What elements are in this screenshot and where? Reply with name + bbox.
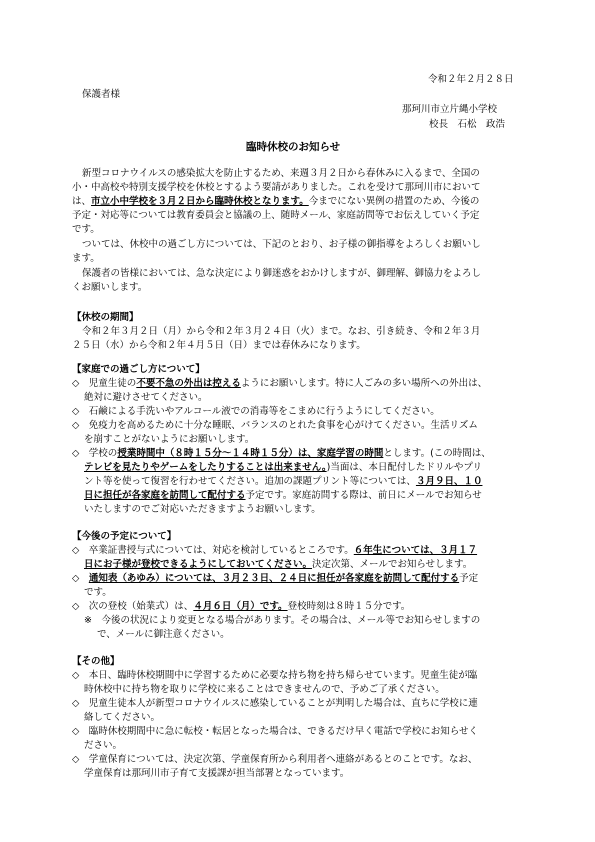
note-line: で、メールに御注意ください。 — [97, 629, 230, 640]
list-item-cont: 絡してください。 — [84, 712, 161, 723]
list-item: ◇ 通知表（あゆみ）については、３月２３日、２４日に担任が各家庭を訪問して配付する予定 — [72, 573, 479, 584]
list-item-cont: 時休校中に持ち物を取りに学校に来ることはできませんので、予めご了承ください。 — [84, 684, 445, 695]
list-item-cont: 学童保育は那珂川市子育て支援課が担当部署となっています。 — [84, 768, 350, 779]
intro-line: です。 — [72, 224, 100, 235]
intro-line: は、市立小中学校を３月２日から臨時休校となります。今までにない異例の措置のため、今後の — [72, 196, 480, 207]
period-line: ２５日（水）から令和２年４月５日（日）までは春休みになります。 — [72, 340, 366, 351]
intro-line: 新型コロナウイルスの感染拡大を防止するため、来週３月２日から春休みに入るまで、全国の — [82, 168, 480, 179]
intro-line: くお願いします。 — [72, 282, 148, 293]
list-item: ◇ 臨時休校期間中に急に転校・転居となった場合は、できるだけ早く電話で学校にお知らせく — [72, 726, 479, 737]
period-line: 令和２年３月２日（月）から令和２年３月２４日（火）まで。なお、引き続き、令和２年３月 — [82, 326, 481, 337]
section-heading-home: 【家庭での過ごし方について】 — [72, 364, 205, 375]
list-item-cont: 日にお子様が登校できるようにしておいてください。決定次第、メールでお知らせします。 — [84, 559, 473, 570]
list-item: ◇ 石鹸による手洗いやアルコール液での消毒等をこまめに行うようにしてください。 — [72, 406, 440, 417]
section-heading-plans: 【今後の予定について】 — [72, 531, 177, 542]
intro-line: 保護者の皆様においては、急な決定により御迷惑をおかけしますが、御理解、御協力をよろし — [82, 268, 482, 279]
issue-date: 令和２年２月２８日 — [428, 74, 514, 85]
list-item: ◇ 本日、臨時休校期間中に学習するために必要な持ち物を持ち帰らせています。児童生徒が臨 — [72, 670, 478, 681]
page-title: 臨時休校のお知らせ — [246, 141, 341, 153]
note-line: ※ 今後の状況により変更となる場合があります。その場合は、メール等でお知らせしますの — [84, 615, 481, 626]
addressee: 保護者様 — [82, 89, 121, 100]
list-item: ◇ 次の登校（始業式）は、４月６日（月）です。登校時刻は８時１５分です。 — [72, 601, 411, 612]
intro-line: ます。 — [72, 253, 100, 264]
intro-line: 予定・対応等については教育委員会と協議の上、随時メール、家庭訪問等でお伝えしていく予定 — [72, 210, 480, 221]
list-item: ◇ 児童生徒の不要不急の外出は控えるようにお願いします。特に人ごみの多い場所への外出は、 — [72, 378, 488, 389]
principal-name: 校長 石松 政浩 — [429, 119, 506, 130]
list-item-cont: テレビを見たりやゲームをしたりすることは出来ません。)当面は、本日配付したドリルやプリ — [84, 462, 482, 473]
section-heading-period: 【休校の期間】 — [72, 312, 139, 323]
list-item: ◇ 卒業証書授与式については、対応を検討しているところです。６年生については、３月１７ — [72, 545, 478, 556]
list-item: ◇ 免疫力を高めるために十分な睡眠、バランスのとれた食事を心がけてください。生活リズム — [72, 420, 478, 431]
intro-line: ついては、休校中の過ごし方については、下記のとおり、お子様の御指導をよろしくお願いし — [82, 239, 481, 250]
list-item-cont: いたしますのでご対応いただきますようお願いします。 — [84, 504, 321, 515]
list-item: ◇ 学童保育については、決定次第、学童保育所から利用者へ連絡があるとのことです。なお、 — [72, 754, 478, 765]
intro-line: 小・中高校や特別支援学校を休校とするよう要請がありました。これを受けて那珂川市において — [72, 182, 481, 193]
closure-emphasis: 市立小中学校を３月２日から臨時休校となります。 — [91, 196, 309, 207]
list-item: ◇ 学校の授業時間中（８時１５分～１４時１５分）は、家庭学習の時間とします。(この時間は、 — [72, 448, 491, 459]
list-item-cont: です。 — [84, 587, 112, 598]
list-item: ◇ 児童生徒本人が新型コロナウイルスに感染していることが判明した場合は、直ちに学校に連 — [72, 698, 478, 709]
list-item-cont: 絶対に避けさせてください。 — [84, 392, 208, 403]
school-name: 那珂川市立片縄小学校 — [402, 104, 498, 115]
section-heading-other: 【その他】 — [72, 656, 120, 667]
list-item-cont: 日に担任が各家庭を訪問して配付する予定です。家庭訪問する際は、前日にメールでお知らせ — [84, 490, 482, 501]
list-item-cont: を崩すことがないようにお願いします。 — [84, 434, 255, 445]
list-item-cont: ださい。 — [84, 740, 123, 751]
list-item-cont: ント等を使って復習を行わせてください。追加の課題プリント等については、３月９日、１０ — [84, 476, 483, 487]
